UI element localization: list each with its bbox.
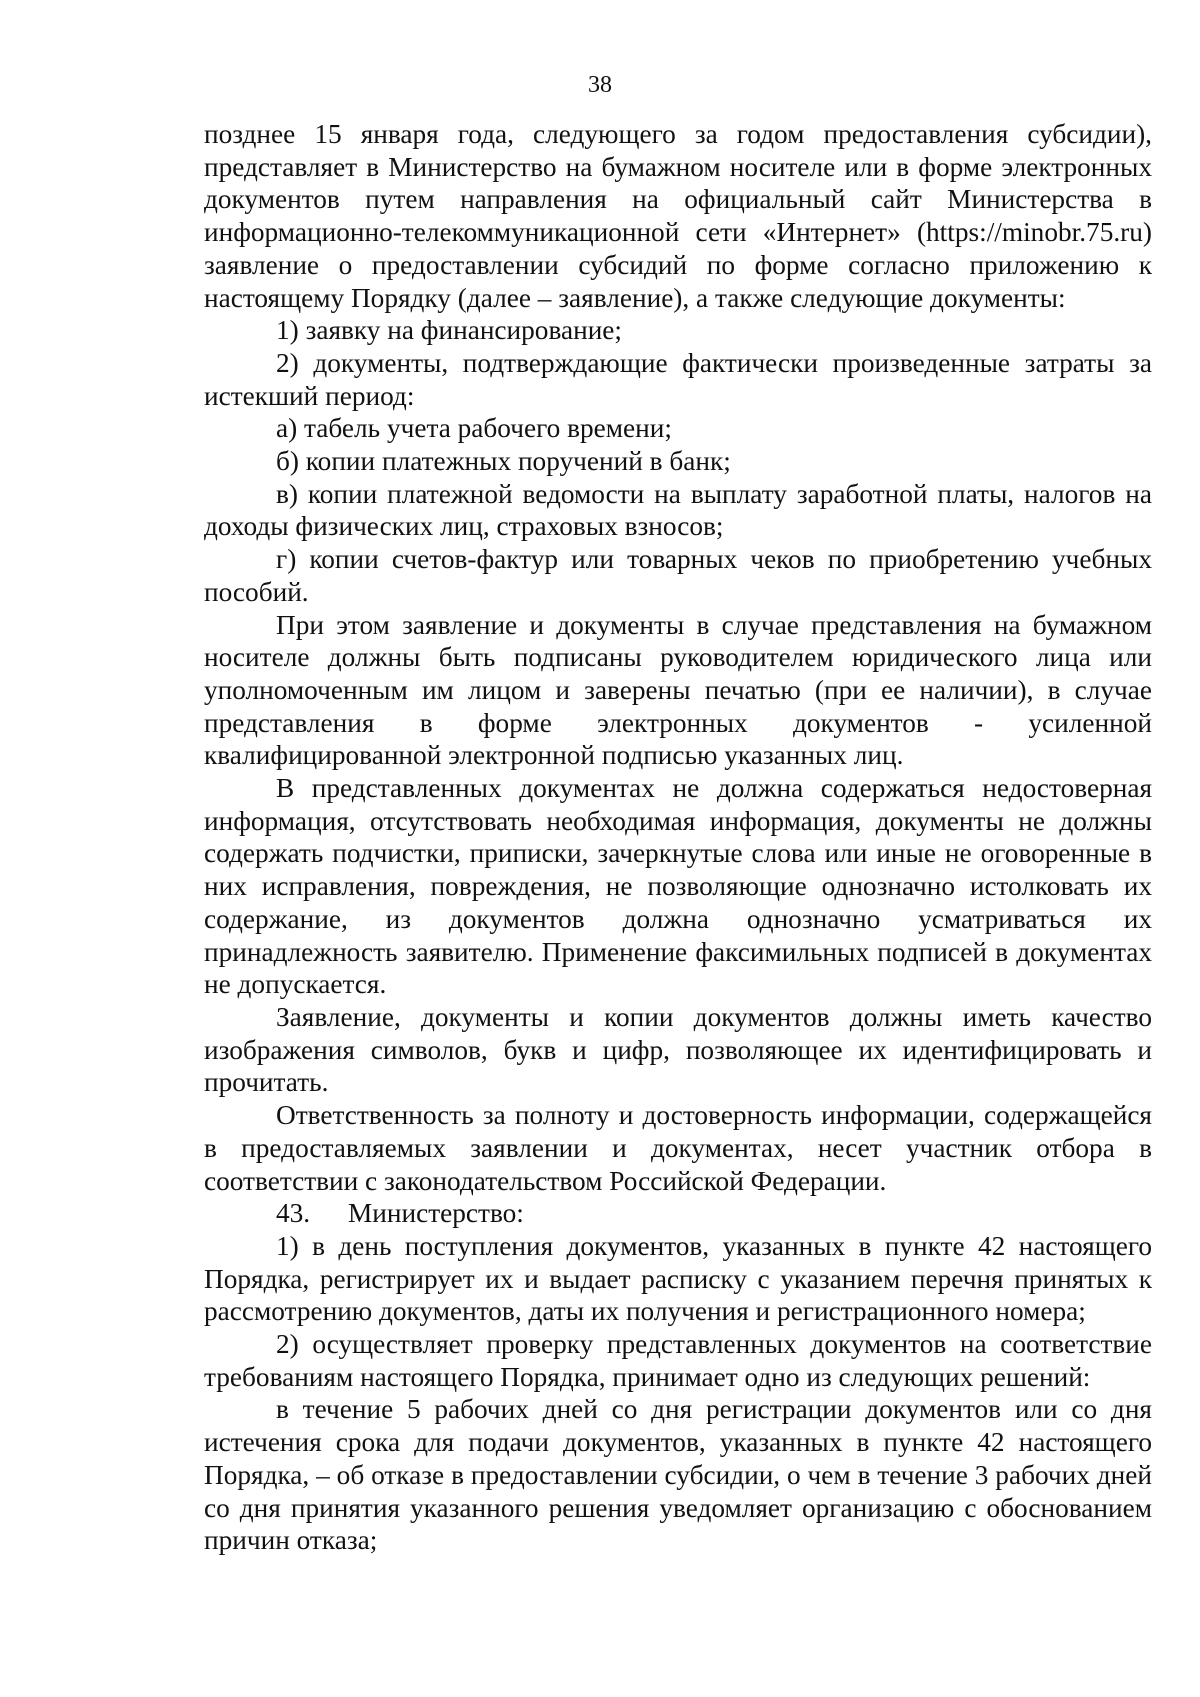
list-item-a: а) табель учета рабочего времени;	[276, 413, 672, 444]
page-number: 38	[588, 72, 612, 98]
clause-43-item-2: 2) осуществляет проверку представленных документов на соответствие требованиям настоящего Порядка, принимает одно из следующих решений:	[204, 1329, 1152, 1392]
list-item-g: г) копии счетов-фактур или товарных чеков по приобретению учебных пособий.	[204, 544, 1152, 607]
document-body	[204, 118, 1152, 1557]
clause-43	[204, 1197, 1152, 1230]
list-item-b: б) копии платежных поручений в банк;	[276, 446, 731, 477]
paragraph-signing: При этом заявление и документы в случае представления на бумажном носителе должны быть подписаны руководителем юридического лица или уполномоченным им лицом и заверены печатью (при ее наличии), в случае представления в форме электронных документов - усиленной квалифицированной электронной подписью указанных лиц.	[204, 609, 1152, 771]
paragraph-refusal: в течение 5 рабочих дней со дня регистрации документов или со дня истечения срока для подачи документов, указанных в пункте 42 настоящего Порядка, – об отказе в предоставлении субсидии, о чем в течение 3 рабочих дней со дня принятия указанного решения уведомляет организацию с обоснованием причин отказа;	[204, 1394, 1152, 1556]
paragraph-quality: Заявление, документы и копии документов должны иметь качество изображения символов, букв и цифр, позволяющее их идентифицировать и прочитать.	[204, 1001, 1152, 1098]
clause-43-item-1: 1) в день поступления документов, указанных в пункте 42 настоящего Порядка, регистрирует их и выдает расписку с указанием перечня принятых к рассмотрению документов, даты их получения и регистрационного номера;	[204, 1230, 1152, 1327]
list-item-v: в) копии платежной ведомости на выплату заработной платы, налогов на доходы физических лиц, страховых взносов;	[204, 478, 1152, 542]
paragraph-continuation: позднее 15 января года, следующего за годом предоставления субсидии), представляет в Министерство на бумажном носителе или в форме электронных документов путем направления на официальный сайт Министерства в информационно-телекоммуникационной сети «Интернет» (https://minobr.75.ru) заявление о предоставлении субсидий по форме согласно приложению к настоящему Порядку (далее – заявление), а также следующие документы:	[204, 119, 1152, 313]
list-item-1: 1) заявку на финансирование;	[276, 315, 623, 346]
clause-title: Министерство:	[348, 1198, 524, 1229]
clause-number: 43.	[276, 1198, 311, 1229]
paragraph-accuracy: В представленных документах не должна содержаться недостоверная информация, отсутствовать необходимая информация, документы не должны содержать подчистки, приписки, зачеркнутые слова или иные не оговоренные в них исправления, повреждения, не позволяющие однозначно истолковать их содержание, из документов должна однозначно усматриваться их принадлежность заявителю. Применение факсимильных подписей в документах не допускается.	[204, 773, 1152, 1000]
paragraph-responsibility: Ответственность за полноту и достоверность информации, содержащейся в предоставляемых заявлении и документах, несет участник отбора в соответствии с законодательством Российской Федерации.	[204, 1100, 1152, 1196]
list-item-2: 2) документы, подтверждающие фактически произведенные затраты за истекший период:	[204, 347, 1152, 411]
